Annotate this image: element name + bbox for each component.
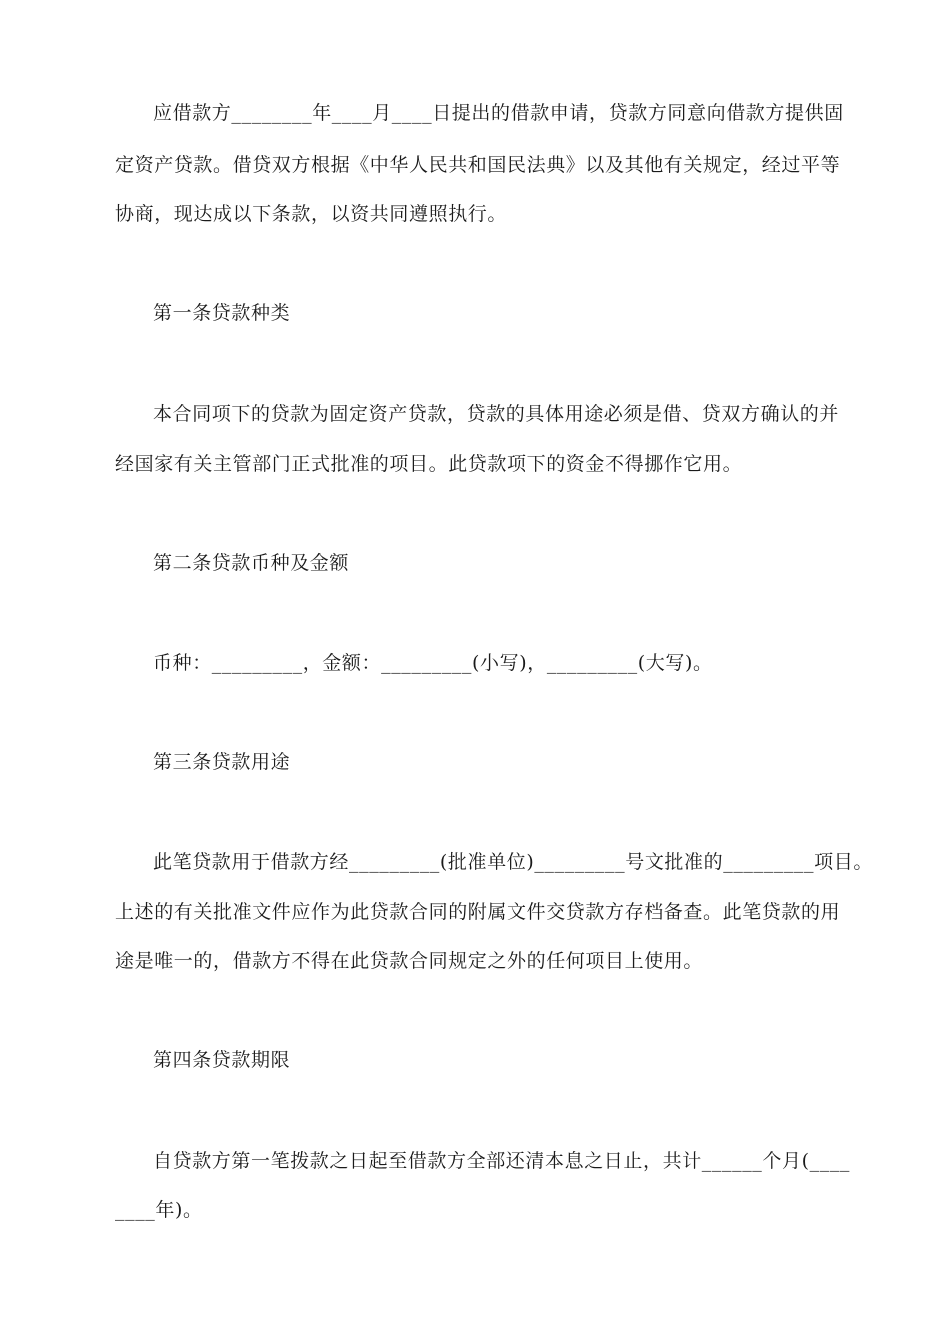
intro-line-1: 应借款方________年____月____日提出的借款申请，贷款方同意向借款方提供固 — [153, 102, 844, 124]
article-4-line-1: 自贷款方第一笔拨款之日起至借款方全部还清本息之日止，共计______个月(____ — [153, 1150, 851, 1172]
article-2-heading: 第二条贷款币种及金额 — [153, 552, 350, 574]
article-1-line-1: 本合同项下的贷款为固定资产贷款，贷款的具体用途必须是借、贷双方确认的并 — [153, 403, 840, 425]
article-4-line-2: ____年)。 — [115, 1199, 203, 1221]
article-1-heading: 第一条贷款种类 — [153, 302, 291, 324]
article-2-line-1: 币种：_________，金额：_________(小写)，_________(大写)。 — [153, 652, 713, 674]
intro-line-2: 定资产贷款。借贷双方根据《中华人民共和国民法典》以及其他有关规定，经过平等 — [115, 154, 841, 176]
article-3-line-1: 此笔贷款用于借款方经_________(批准单位)_________号文批准的_________项目。 — [153, 851, 873, 873]
article-3-heading: 第三条贷款用途 — [153, 751, 291, 773]
article-3-line-2: 上述的有关批准文件应作为此贷款合同的附属文件交贷款方存档备查。此笔贷款的用 — [115, 901, 841, 923]
article-3-line-3: 途是唯一的，借款方不得在此贷款合同规定之外的任何项目上使用。 — [115, 950, 704, 972]
article-4-heading: 第四条贷款期限 — [153, 1049, 291, 1071]
intro-line-3: 协商，现达成以下条款，以资共同遵照执行。 — [115, 203, 508, 225]
article-1-line-2: 经国家有关主管部门正式批准的项目。此贷款项下的资金不得挪作它用。 — [115, 453, 743, 475]
